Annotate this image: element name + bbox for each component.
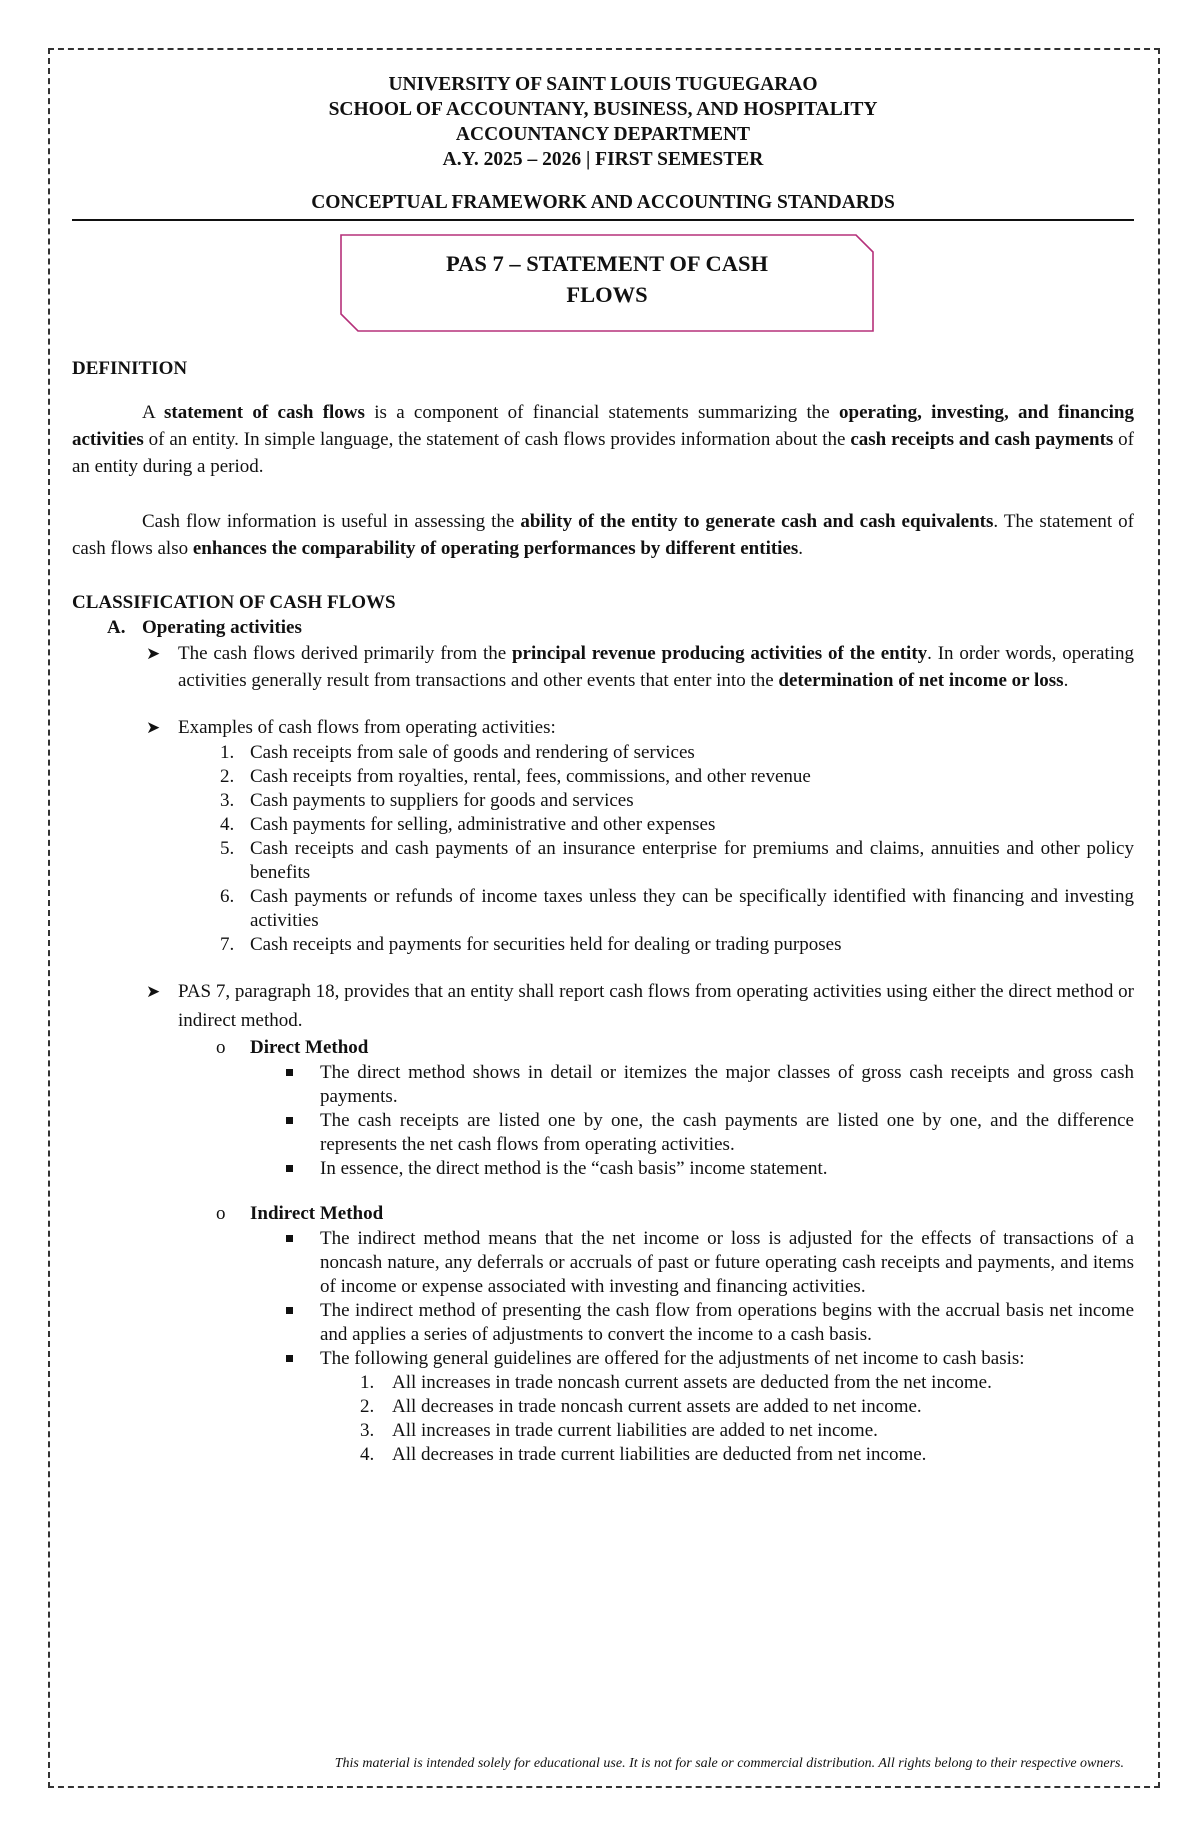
indirect-method-heading: o Indirect Method	[72, 1201, 1134, 1227]
definition-paragraph-2: Cash flow information is useful in assessing the ability of the entity to generate cash and cash equivalents. The statement of cash flows also enhances the comparability of operating performances by different entities.	[72, 511, 1134, 559]
arrow-bullet-icon: ➤	[146, 982, 161, 1001]
square-bullet-icon	[286, 1307, 293, 1314]
classification-heading: CLASSIFICATION OF CASH FLOWS	[72, 592, 396, 613]
list-item: 3. All increases in trade current liabilities are added to net income.	[360, 1420, 878, 1441]
list-item: 4. All decreases in trade current liabilities are deducted from net income.	[360, 1444, 927, 1465]
square-bullet-icon	[286, 1355, 293, 1362]
document-title	[340, 248, 874, 310]
square-bullet-icon	[286, 1117, 293, 1124]
square-bullet-icon	[286, 1069, 293, 1076]
school-name: SCHOOL OF ACCOUNTANY, BUSINESS, AND HOSPITALITY	[328, 99, 878, 120]
list-item: 6. Cash payments or refunds of income taxes unless they can be specifically identified with financing and investing activities	[220, 886, 1134, 931]
operating-definition-bullet: ➤ The cash flows derived primarily from the principal revenue producing activities of the entity. In order words, operating activities generally result from transactions and other events that enter into the determination of net income or loss.	[72, 640, 1134, 694]
indirect-method-item: The following general guidelines are offered for the adjustments of net income to cash basis:	[72, 1347, 1134, 1371]
circle-bullet-icon: o	[216, 1203, 226, 1224]
title-line-1: PAS 7 – STATEMENT OF CASH	[446, 251, 768, 276]
title-line-2: FLOWS	[566, 282, 648, 307]
direct-method-heading: o Direct Method	[72, 1035, 1134, 1061]
department-name: ACCOUNTANCY DEPARTMENT	[455, 124, 751, 145]
operating-activities-subheading: A. Operating activities	[107, 617, 302, 638]
footer-disclaimer: This material is intended solely for educational use. It is not for sale or commercial distribution. All rights belong to their respective owners.	[334, 1756, 1124, 1771]
direct-method-item: The direct method shows in detail or itemizes the major classes of gross cash receipts and gross cash payments.	[72, 1061, 1134, 1109]
academic-year: A.Y. 2025 – 2026 | FIRST SEMESTER	[442, 149, 764, 170]
examples-list	[222, 741, 1134, 957]
circle-bullet-icon: o	[216, 1037, 226, 1058]
title-box	[340, 234, 874, 332]
document-content	[72, 72, 1134, 1467]
list-item: 4. Cash payments for selling, administrative and other expenses	[220, 814, 716, 835]
arrow-bullet-icon: ➤	[146, 644, 161, 663]
list-item: 5. Cash receipts and cash payments of an insurance enterprise for premiums and claims, annuities and other policy benefits	[220, 838, 1134, 883]
indirect-method-item: The indirect method of presenting the cash flow from operations begins with the accrual basis net income and applies a series of adjustments to convert the income to a cash basis.	[72, 1299, 1134, 1347]
list-item: 7. Cash receipts and payments for securities held for dealing or trading purposes	[220, 934, 842, 955]
list-item: 1. All increases in trade noncash current assets are deducted from the net income.	[360, 1372, 992, 1393]
definition-heading: DEFINITION	[72, 358, 188, 379]
indirect-method-item: The indirect method means that the net income or loss is adjusted for the effects of transactions of a noncash nature, any deferrals or accruals of past or future operating cash receipts and payments, and items of income or expense associated with investing and financing activities.	[72, 1227, 1134, 1299]
institution-header	[72, 72, 1134, 172]
adjustment-guidelines-list	[362, 1371, 1134, 1467]
direct-method-item: The cash receipts are listed one by one, the cash payments are listed one by one, and the difference represents the net cash flows from operating activities.	[72, 1109, 1134, 1157]
list-item: 3. Cash payments to suppliers for goods and services	[220, 790, 634, 811]
list-item: 1. Cash receipts from sale of goods and rendering of services	[220, 742, 695, 763]
definition-paragraph-1: A statement of cash flows is a component of financial statements summarizing the operating, investing, and financing activities of an entity. In simple language, the statement of cash flows provides information about the cash receipts and cash payments of an entity during a period.	[72, 402, 1134, 477]
list-item: 2. Cash receipts from royalties, rental, fees, commissions, and other revenue	[220, 766, 811, 787]
course-title: CONCEPTUAL FRAMEWORK AND ACCOUNTING STANDARDS	[311, 192, 895, 213]
square-bullet-icon	[286, 1235, 293, 1242]
square-bullet-icon	[286, 1165, 293, 1172]
examples-bullet: ➤ Examples of cash flows from operating activities:	[72, 714, 1134, 741]
arrow-bullet-icon: ➤	[146, 718, 161, 737]
list-item: 2. All decreases in trade noncash current assets are added to net income.	[360, 1396, 922, 1417]
direct-method-item: In essence, the direct method is the “cash basis” income statement.	[72, 1157, 1134, 1181]
university-name: UNIVERSITY OF SAINT LOUIS TUGUEGARAO	[388, 74, 818, 95]
pas7-paragraph-bullet: ➤ PAS 7, paragraph 18, provides that an entity shall report cash flows from operating activities using either the direct method or indirect method.	[72, 977, 1134, 1035]
header-rule	[72, 219, 1134, 221]
